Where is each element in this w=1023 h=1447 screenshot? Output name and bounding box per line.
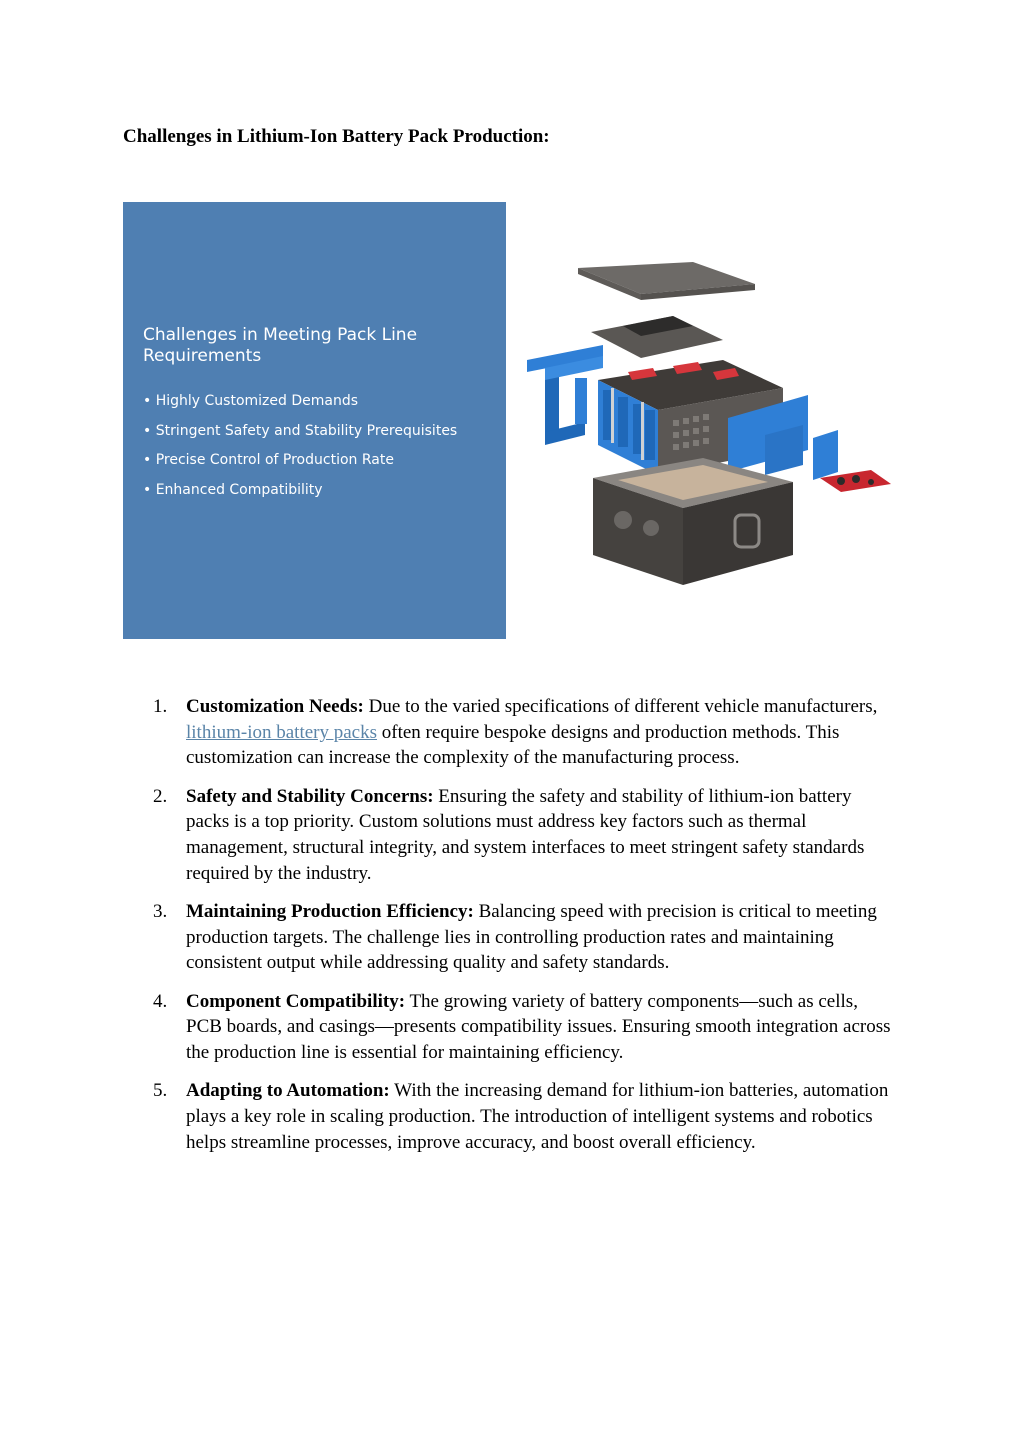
- panel-item: • Precise Control of Production Rate: [143, 452, 394, 469]
- item-text: Ensuring the safety and stability of lithium-ion battery packs is a top priority. Custom solutions must address key factors such as thermal management, structural integrity, and system interfaces to meet stringent safety standards required by the industry.: [186, 785, 865, 884]
- battery-packs-link[interactable]: lithium-ion battery packs: [186, 721, 378, 743]
- bottom-casing: [593, 458, 793, 585]
- list-item: [153, 899, 898, 976]
- panel-title: Challenges in Meeting Pack Line Requirements: [143, 325, 418, 366]
- item-lead: Safety and Stability Concerns:: [186, 785, 434, 807]
- panel-item: • Stringent Safety and Stability Prerequisites: [143, 422, 458, 439]
- panel-item: • Highly Customized Demands: [143, 393, 358, 409]
- list-item: [153, 1078, 898, 1155]
- list-number: 5.: [153, 1080, 168, 1102]
- item-lead: Component Compatibility:: [186, 990, 406, 1012]
- item-text: With the increasing demand for lithium-ion batteries, automation plays a key role in scaling production. The introduction of intelligent systems and robotics helps streamline processes, improve accuracy, and boost overall efficiency.: [186, 1080, 889, 1153]
- item-lead: Adapting to Automation:: [186, 1080, 390, 1102]
- list-item: [153, 784, 898, 887]
- list-number: 1.: [153, 696, 168, 717]
- item-text: often require bespoke designs and production methods. This customization can increase the complexity of the manufacturing process.: [186, 721, 840, 769]
- insulation-sheet: [591, 316, 723, 358]
- panel-list: [143, 391, 457, 509]
- item-text: Balancing speed with precision is critical to meeting production targets. The challenge lies in controlling production rates and maintaining consistent output while addressing quality and safety standards.: [186, 900, 877, 974]
- challenges-list: [153, 694, 898, 1168]
- list-number: 3.: [153, 900, 168, 922]
- panel-item: • Enhanced Compatibility: [143, 481, 323, 498]
- challenges-panel: [123, 202, 506, 639]
- pack-top-lid: [578, 262, 755, 300]
- item-text: Due to the varied specifications of different vehicle manufacturers,: [363, 696, 878, 717]
- battery-pack-figure: [123, 202, 903, 640]
- item-lead: Customization Needs:: [186, 696, 364, 717]
- list-number: 2.: [153, 785, 168, 807]
- item-lead: Maintaining Production Efficiency:: [186, 900, 474, 922]
- item-text: The growing variety of battery components—such as cells, PCB boards, and casings—presents compatibility issues. Ensuring smooth integration across the production line is essential for maintaining efficiency.: [186, 990, 891, 1063]
- list-number: 4.: [153, 990, 168, 1012]
- page-heading: Challenges in Lithium-Ion Battery Pack Production:: [123, 126, 550, 147]
- list-item: [153, 694, 898, 771]
- exploded-battery-pack-illustration: [523, 260, 898, 590]
- list-item: [153, 989, 898, 1066]
- left-bracket: [527, 345, 603, 445]
